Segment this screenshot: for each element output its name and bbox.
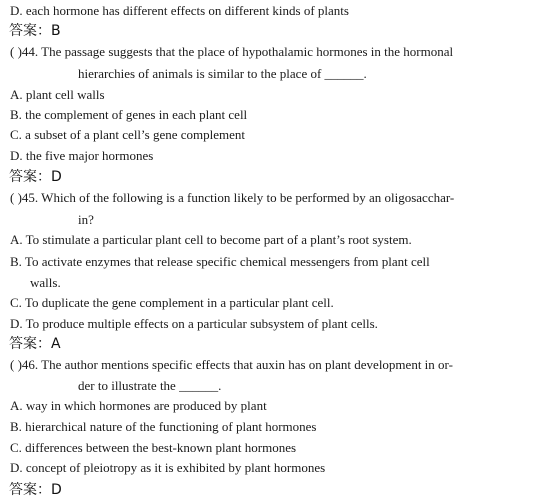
question-45-stem: ( )45. Which of the following is a function likely to be performed by an oligosacchar- [10, 190, 455, 205]
option-d-q43: D. each hormone has different effects on different kinds of plants [10, 3, 349, 18]
answer-q46: 答案：D [9, 482, 62, 498]
option-d-q45: D. To produce multiple effects on a particular subsystem of plant cells. [10, 316, 378, 331]
option-d-q46: D. concept of pleiotropy as it is exhibited by plant hormones [10, 460, 326, 475]
question-46-stem-cont: der to illustrate the ______. [78, 378, 222, 393]
option-b-q45: B. To activate enzymes that release specific chemical messengers from plant cell [10, 254, 430, 269]
answer-q45: 答案：A [9, 336, 61, 352]
option-b-q45-cont: walls. [30, 275, 61, 290]
option-b-q44: B. the complement of genes in each plant cell [10, 107, 248, 122]
answer-q43: 答案：B [9, 23, 61, 39]
question-44-stem: ( )44. The passage suggests that the place of hypothalamic hormones in the hormonal [10, 44, 454, 59]
option-c-q46: C. differences between the best-known plant hormones [10, 440, 297, 455]
option-a-q45: A. To stimulate a particular plant cell to become part of a plant’s root system. [10, 232, 412, 247]
option-c-q45: C. To duplicate the gene complement in a particular plant cell. [10, 295, 334, 310]
question-46-stem: ( )46. The author mentions specific effects that auxin has on plant development in or- [10, 357, 453, 372]
option-d-q44: D. the five major hormones [10, 148, 154, 163]
option-c-q44: C. a subset of a plant cell’s gene complement [10, 127, 246, 142]
option-a-q46: A. way in which hormones are produced by plant [10, 398, 267, 413]
question-44-stem-cont: hierarchies of animals is similar to the place of ______. [78, 66, 367, 81]
option-a-q44: A. plant cell walls [10, 87, 105, 102]
question-45-stem-cont: in? [78, 212, 94, 227]
answer-q44: 答案：D [9, 169, 62, 185]
option-b-q46: B. hierarchical nature of the functioning of plant hormones [10, 419, 317, 434]
